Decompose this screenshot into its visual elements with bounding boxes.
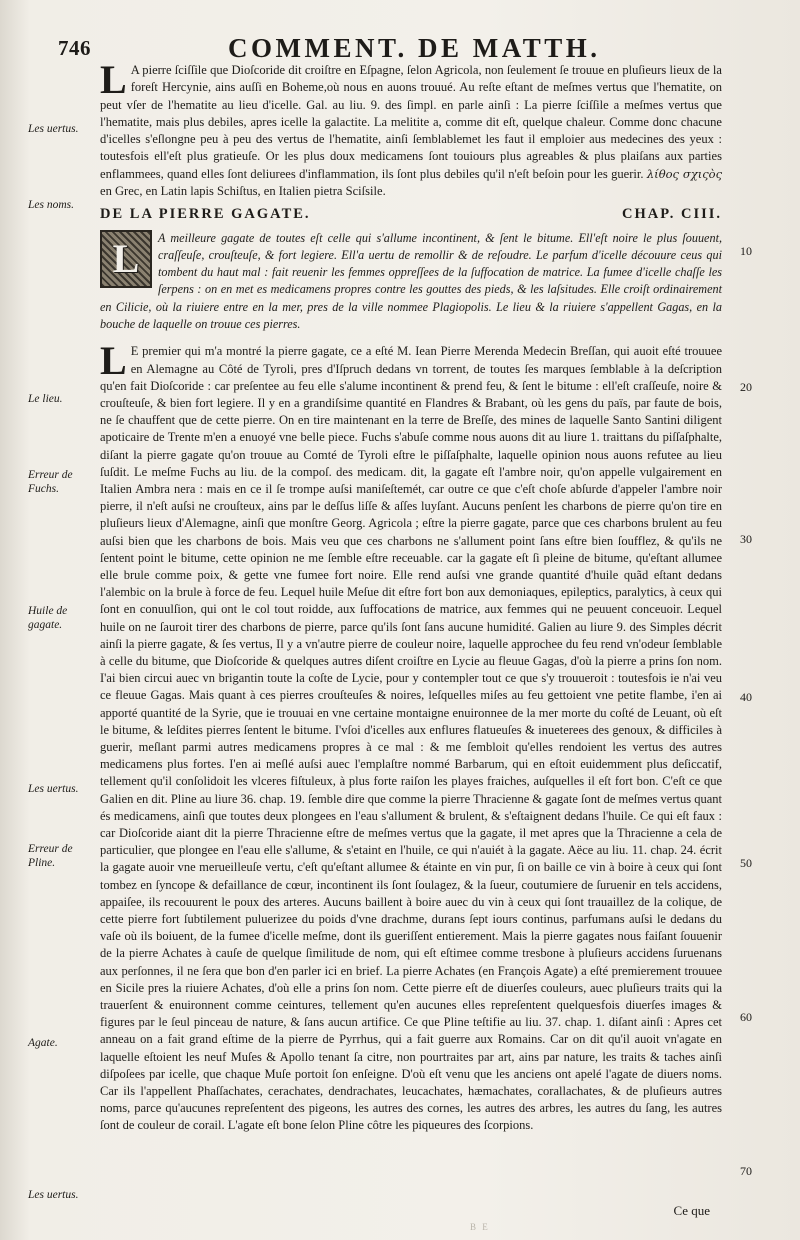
catchword: Ce que	[673, 1203, 710, 1218]
line-number: 50	[740, 856, 752, 870]
page-number: 746	[58, 36, 91, 60]
commentary-drop-cap: L	[100, 338, 127, 384]
running-head: COMMENT. DE MATTH.	[228, 33, 601, 63]
drop-cap: L	[100, 57, 127, 102]
greek-name: λίθος σχιςὸς	[646, 166, 723, 181]
margin-note: Le lieu.	[28, 393, 63, 405]
margin-note: Les noms.	[28, 199, 75, 211]
margin-note: Erreur de Fuchs.	[28, 469, 73, 495]
line-number: 30	[740, 532, 752, 546]
dioscorides-body: A meilleure gagate de toutes eſt celle qui s'allume incontinent, & ſent le bitume. Ell'eſt noire le plus ſouuent, craſſeuſe, crouſteuſe, & fort legiere. Ell'a uertu de remollir & de reſoudre. Le parfum d'icelle découure ceus qui tombent du haut mal : fait reuenir les femmes oppreſſees de la ſuffocation de matrice. La fumee d'icelle chaſſe les ſerpens : on en met es medicamens propres contre les gouttes des pieds, & les laſsitudes. Elle croiſt ordinairement en Cilicie, où la riuiere entre en la mer, pres de la ville nommee Plagiopolis. Le lieu & la riuiere s'appellent Gagas, en la bouche de laquelle on trouue ces pierres.	[100, 230, 722, 332]
margin-note: Les uertus.	[28, 123, 79, 135]
ornate-initial-letter: L	[112, 235, 140, 281]
ornate-initial	[100, 230, 152, 288]
margin-note: Agate.	[28, 1037, 58, 1049]
commentary-text	[100, 338, 722, 1134]
line-number: 40	[740, 690, 752, 704]
dioscorides-text	[100, 230, 722, 334]
signature-mark: B E	[470, 1222, 490, 1232]
margin-note: Les uertus.	[28, 783, 79, 795]
line-number: 60	[740, 1010, 752, 1024]
chapter-number: CHAP. CIII.	[621, 206, 722, 223]
line-number: 70	[740, 1164, 752, 1178]
chapter-heading	[100, 206, 722, 223]
commentary-body: E premier qui m'a montré la pierre gagate, ce a eſté M. Iean Pierre Merenda Medecin Breſſan, qui auoit eſté trouuee en Alemagne au Côté de Tyroli, pres d'Iſpruch dedans vn torrent, de toutes ſes marques ſemblable à la deſcription qu'en fait Dioſcoride : car preſentee au feu elle s'alume incontinent & prend feu, & ſent le bitume : ell'eſt craſſeuſe, noire & crouſteuſe, & bien fort legiere. Il y en a grandiſsime quantité en Flandres & Brabant, où les gens du païs, par faute de bois, ne ſe chauffent que de cette pierre. On en tire maintenant en la terre de Breſſe, des mines de laquelle Santo Santini diligent apoticaire de Trente m'en a enuoyé vne belle piece. Fuchs s'abuſe comme nous auons dit au liure 1. traittans du piſſaſphalte, diſant la pierre gagate qu'on trouue au Comté de Tyroli eſtre le piſſaſphalte, laquelle opinion nous auons refutee au lieu ſuſdit. Le meſme Fuchs au liu. de la compoſ. des medicam. dit, la gagate eſt l'ambre noir, qu'on appelle vulgairement en Italien Ambra nera : mais en ce il ſe trompe auſsi maniſeſtemét, car outre ce que c'eſt choſe abſurde d'appeler l'ambre noir pierre, il n'eſt auſsi ne crouſteux, ains par le deſſus liſſe & aſſes luyſant. Aucuns penſent les charbons de pierre qu'on tire en pluſieurs lieux d'Alemagne, ainſi que monſtre Georg. Agricola ; eſtre la pierre gagate, parce que ces charbons brulent au feu auſsi bien que les charbons de bois. Mais veu que ces charbons ne s'allument point ſans eſtre bien ſoufflez, & qu'ils ne ſentent point le bitume, cette opinion ne me ſemble eſtre receuable. car la gagate eſt ſi pleine de bitume, qu'eſtant allumee elle brule comme poix, & gette vne fumee fort noire. Elle rend auſsi vne grande quantité d'huile quãd eſtant dedans l'alembic on la brule à force de feu. Lequel huile Meſue dit eſtre fort bon aux demoniaques, epileptics, paralytics, à ceux qui ſont en conuulſion, qui ont le col tout roidde, aux ſuffocations de matrice, aux femmes qui ne peuuent conceuoir. Lequel huile on ne ſauroit tirer des charbons de pierre, parce qu'ils ſont ſans aucune humidité. Galien au liure 9. des Simples décrit ainſi la pierre gagate, & ſes vertus, Il y a vn'autre pierre de couleur noire, laquelle approchee du feu rend vn'odeur ſemblable à celle du bitume, que Dioſcoride & quelques autres diſent croiſtre en Lycie au fleuue Gagas, d'où la pierre a prins ſon nom. I'ai bien circui auec vn brigantin toute la coſte de Lycie, pour y contempler tout ce que s'y trouueroit : toutesfois ie n'ai veu ce fleuue Gagas. Mais quant à ces pierres crouſteuſes & noires, leſquelles miſes au feu gettoient vne petite flambe, i'en ai apporté quantité de la Syrie, que ie trouuai en vne certaine montaigne enuironnee de la mer morte du coſté de Leuant, où eſt le bitume, & leſdites pierres ſentent le bitume. I'vſoi d'icelles aux enflures flatueuſes & inueterees des genoux, & difficiles à guerir, meſlant parmi autres medicamens propres à ce mal : & me ſembloit qu'elles rendoient les vertus des autres medicamens plus fortes. I'en ai meſlé auſsi auec l'emplaſtre nommé Barbarum, qui en eſtoit euidemment plus deſiccatif, tellement qu'il conſolidoit les vlceres fiſtuleux, à plus forte raiſon les playes fraiches, auſquelles il eſt fort bon. C'eſt ce que Galien en dit. Pline au liure 36. chap. 19. ſemble dire que comme la pierre Thracienne & gagate ſont de meſmes vertus quant és medicamens, ainſi que toutes deux plongees en l'eau s'allument & brulent, & s'eſtaignent dedans l'huile. Ce qui eſt faux : car Dioſcoride aiant dit la pierre Thracienne eſtre de meſmes vertus que la gagate, il met apres que la Thracienne a cela de particulier, que plongee en l'eau elle s'allume, & s'etaint en l'huile, ce qui n'auiét à la gagate. Aëce au liu. 11. chap. 24. écrit la gagate auoir vne merueilleuſe vertu, c'eſt qu'eſtant allumee & étainte en vin pur, ſi on baille ce vin à boire à ceux qui ſont tombez en ſyncope & defaillance de cœur, incontinent ils ſont ſoulagez, & la ſueur, coutumiere de ſuruenir en tels accidens, appaiſee, ils recouurent le poux des arteres. Aucuns baillent à boire auec du vin à ceux qui ſont trauaillez de la colique, de cette pierre fort ſubtilement puluerizee du poids d'vne drachme, durans ſept iours continus, parfumans auſsi le dedans du vaſe où ils boiuent, de la fumee d'icelle meſme, dont ils gueriſſent entierement. Mais la pierre gagates nous faiſant ſouuenir de la pierre Achates à cauſe de quelque ſimilitude de nom, qui eſt eſtimee comme tresbone à pluſieurs accidens ſuruenans aux perſonnes, il ne ſera que bon d'en parler ici en brief. La pierre Achates (en François Agate) a eſté premierement trouuee en Sicile pres la riuiere Achates, d'où elle a prins ſon nom. Cette pierre eſt de diuerſes couleurs, auec pluſieurs traits qui la trauerſent & enuironnent comme ceintures, tellement qu'en aucunes elles repreſentent quelquesfois diuerſes images & figures par le ſeul pinceau de nature, & ſans aucun artifice. Ce que Pline teſtifie au liu. 37. chap. 1. diſant ainſi : Apres cet anneau on a fait grand eſtime de la pierre de Pyrrhus, qui a fait guerre aux Romains. Car on dit qu'il auoit vn'agate en laquelle eſtoient les neuf Muſes & Apollo tenant ſa citre, non pourtraites par art, ains par nature, les traits & taches ainſi diſpoſees par icelle, que chaque Muſe portoit ſon enſeigne. D'où eſt venu que les anciens ont apelé l'agate de diuers noms. Car ils l'appellent Phaſſachates, cerachates, dendrachates, leucachates, hæmachates, corallachates, & de pluſieurs autres noms, parce qu'aucunes repreſentent des pigeons, les autres des cornes, les autres des arbres, les autres du ſang, les autres ſont de couleur de corail. L'agate eſt bone ſelon Pline côtre les piqueures des ſcorpions.	[100, 344, 722, 1133]
line-number: 20	[740, 380, 752, 394]
intro-paragraph	[100, 57, 723, 200]
intro-text-end: en Grec, en Latin lapis Schiſtus, en Italien pietra Sciſsile.	[100, 183, 386, 198]
margin-note: Erreur de Pline.	[28, 843, 73, 869]
text-column	[100, 57, 723, 1135]
line-number: 10	[740, 244, 752, 258]
chapter-title: DE LA PIERRE GAGATE.	[100, 206, 311, 223]
intro-text: A pierre ſciſſile que Dioſcoride dit croiſtre en Eſpagne, ſelon Agricola, non ſeulement ſe trouue en pluſieurs lieux de la foreſt Hercynie, ains auſſi en Boheme,où nous en auons trouué. Au reſte eſtant de meſmes vertus que l'hematite, on peut vſer de l'hematite au lieu d'icelle. Gal. au liu. 9. des ſimpl. en parle ainſi : La pierre ſciſſile a meſmes vertus que l'hematite, mais plus debiles, apres icelle la galactite. La melitite a, comme dit eſt, quelque chaleur. Comme donc chacune d'icelles s'eſlongne peu à peu des vertus de l'hematite, ainſi ſemblablemet les faut il emploier aus medecines des yeux : toutesfois ell'eſt plus gratieuſe. Or les plus doux medicamens ſont touiours plus agreables & plus plaiſans aux parties enflammees, quand elles ſont deliurees d'inflammation, ils ſont plus debiles qu'il n'eſt beſoin pour les guerir.	[100, 63, 722, 181]
margin-note: Les uertus.	[28, 1189, 79, 1201]
margin-note: Huile de gagate.	[28, 605, 68, 631]
